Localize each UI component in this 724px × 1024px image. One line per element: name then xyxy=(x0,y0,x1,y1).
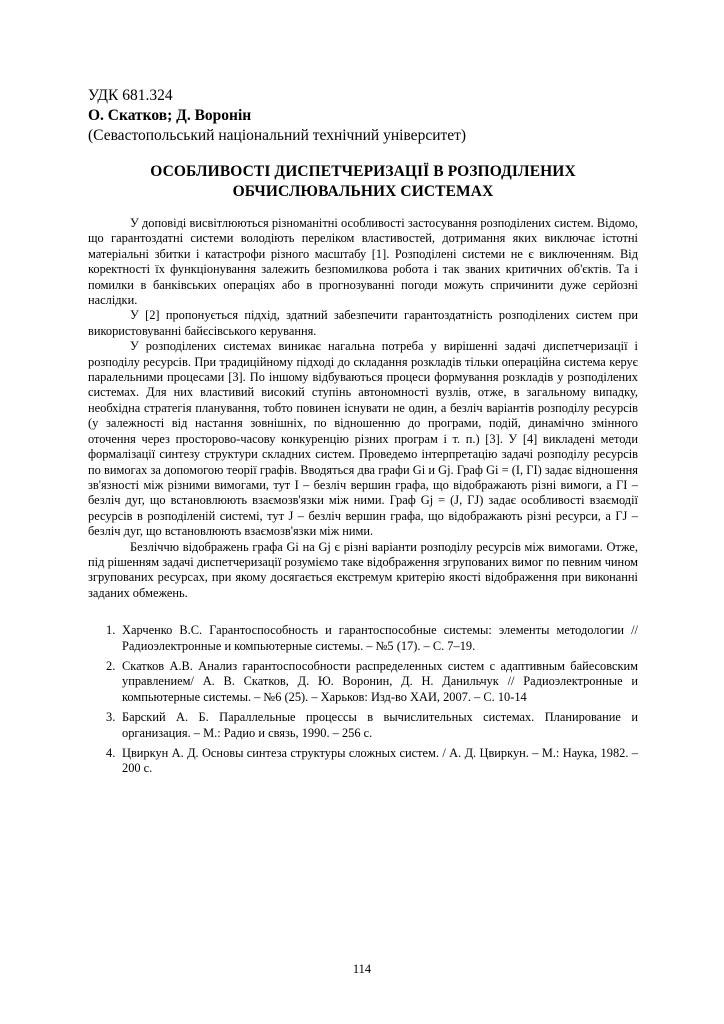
reference-number: 4. xyxy=(106,746,116,760)
paper-title xyxy=(88,162,638,202)
reference-item xyxy=(88,623,638,654)
reference-number: 2. xyxy=(106,658,116,673)
reference-text: Скатков А.В. Анализ гарантоспособности распределенных систем с адаптивным байесовским управлением/ А. В. Скатков, Д. Ю. Воронин, Д. Н. Данильчук // Радиоэлектронные и компьютерные системы. – №6 (25). – Харьков: Изд-во ХАИ, 2007. – С. 10-14 xyxy=(122,658,638,704)
affiliation: (Севастопольський національний технічний університет) xyxy=(88,127,467,144)
body-paragraph: У розподілених системах виникає нагальна потреба у вирішенні задачі диспетчеризації і розподілу ресурсів. При традиційному підході до складання розкладів тільки операційна система керує паралельними процесами [3]. По іншому відбуваються процеси формування розкладів у розподілених системах. Для них властивий високий ступінь автономності вузлів, отже, в загальному випадку, необхідна стратегія планування, тобто повинен існувати не один, а безліч варіантів розподілу ресурсів (у залежності від настання зовнішніх, по відношенню до програми, подій, динамічно змінного оточення через просторово-часову конкуренцію різних програм і т. п.) [3]. У [4] викладені методи формалізації синтезу структури складних систем. Проведемо інтерпретацію задачі розподілу ресурсів по вимогах за допомогою теорії графів. Вводяться два графи Gi и Gj. Граф Gi = (I, ΓI) задає відношення зв'язності між різними вимогами, тут I – безліч вершин графа, що відображають різні вимоги, а ΓI – безліч дуг, що встановлюють взаємозв'язки між ними. Граф Gj = (J, ΓJ) задає особливості взаємодії ресурсів в розподіленій системі, тут J – безліч вершин графа, що відображають різні ресурси, а ΓJ – безліч дуг, що встановлюють взаємозв'язки між ними. xyxy=(88,339,638,539)
body-paragraph: Безліччю відображень графа Gi на Gj є різні варіанти розподілу ресурсів між вимогами. Отже, під рішенням задачі диспетчеризації розуміємо таке відображення згрупованих вимог по певним чином згрупованих ресурсах, при якому досягається екстремум критерію якості відображення при виконанні заданих обмежень. xyxy=(88,539,638,600)
reference-number: 3. xyxy=(106,710,116,725)
reference-text: Барский А. Б. Параллельные процессы в вычислительных системах. Планирование и организация. – М.: Радио и связь, 1990. – 256 с. xyxy=(122,710,638,740)
authors: О. Скатков; Д. Воронін xyxy=(88,107,252,124)
reference-number: 1. xyxy=(106,623,116,638)
title-line-2: ОБЧИСЛЮВАЛЬНИХ СИСТЕМАХ xyxy=(232,183,494,200)
body-paragraph: У доповіді висвітлюються різноманітні особливості застосування розподілених систем. Відомо, що гарантоздатні системи володіють переліком властивостей, дотримання яких виключає істотні матеріальні збитки і катастрофи різного масштабу [1]. Розподілені системи не є виключенням. Від коректності їх функціонування залежить безпомилкова робота і так званих критичних об'єктів. Та і помилки в банківських операціях або в прогнозуванні погоди можуть спричинити дуже серйозні наслідки. xyxy=(88,216,638,308)
reference-list xyxy=(88,623,638,777)
title-line-1: ОСОБЛИВОСТІ ДИСПЕТЧЕРИЗАЦІЇ В РОЗПОДІЛЕНИХ xyxy=(150,163,576,180)
reference-item xyxy=(88,746,638,777)
body-paragraph: У [2] пропонується підхід, здатний забезпечити гарантоздатність розподілених систем при використовуванні байєсівського керування. xyxy=(88,308,638,338)
reference-text: Цвиркун А. Д. Основы синтеза структуры сложных систем. / А. Д. Цвиркун. – М.: Наука, 1982. – 200 с. xyxy=(122,746,638,776)
document-page xyxy=(88,86,638,782)
reference-text: Харченко В.С. Гарантоспособность и гарантоспособные системы: элементы методологии // Радиоэлектронные и компьютерные системы. – №5 (17). – С. 7–19. xyxy=(122,623,638,653)
reference-item xyxy=(88,710,638,741)
page-number: 114 xyxy=(352,962,372,976)
udk-code: УДК 681.324 xyxy=(88,87,173,104)
reference-item xyxy=(88,659,638,705)
